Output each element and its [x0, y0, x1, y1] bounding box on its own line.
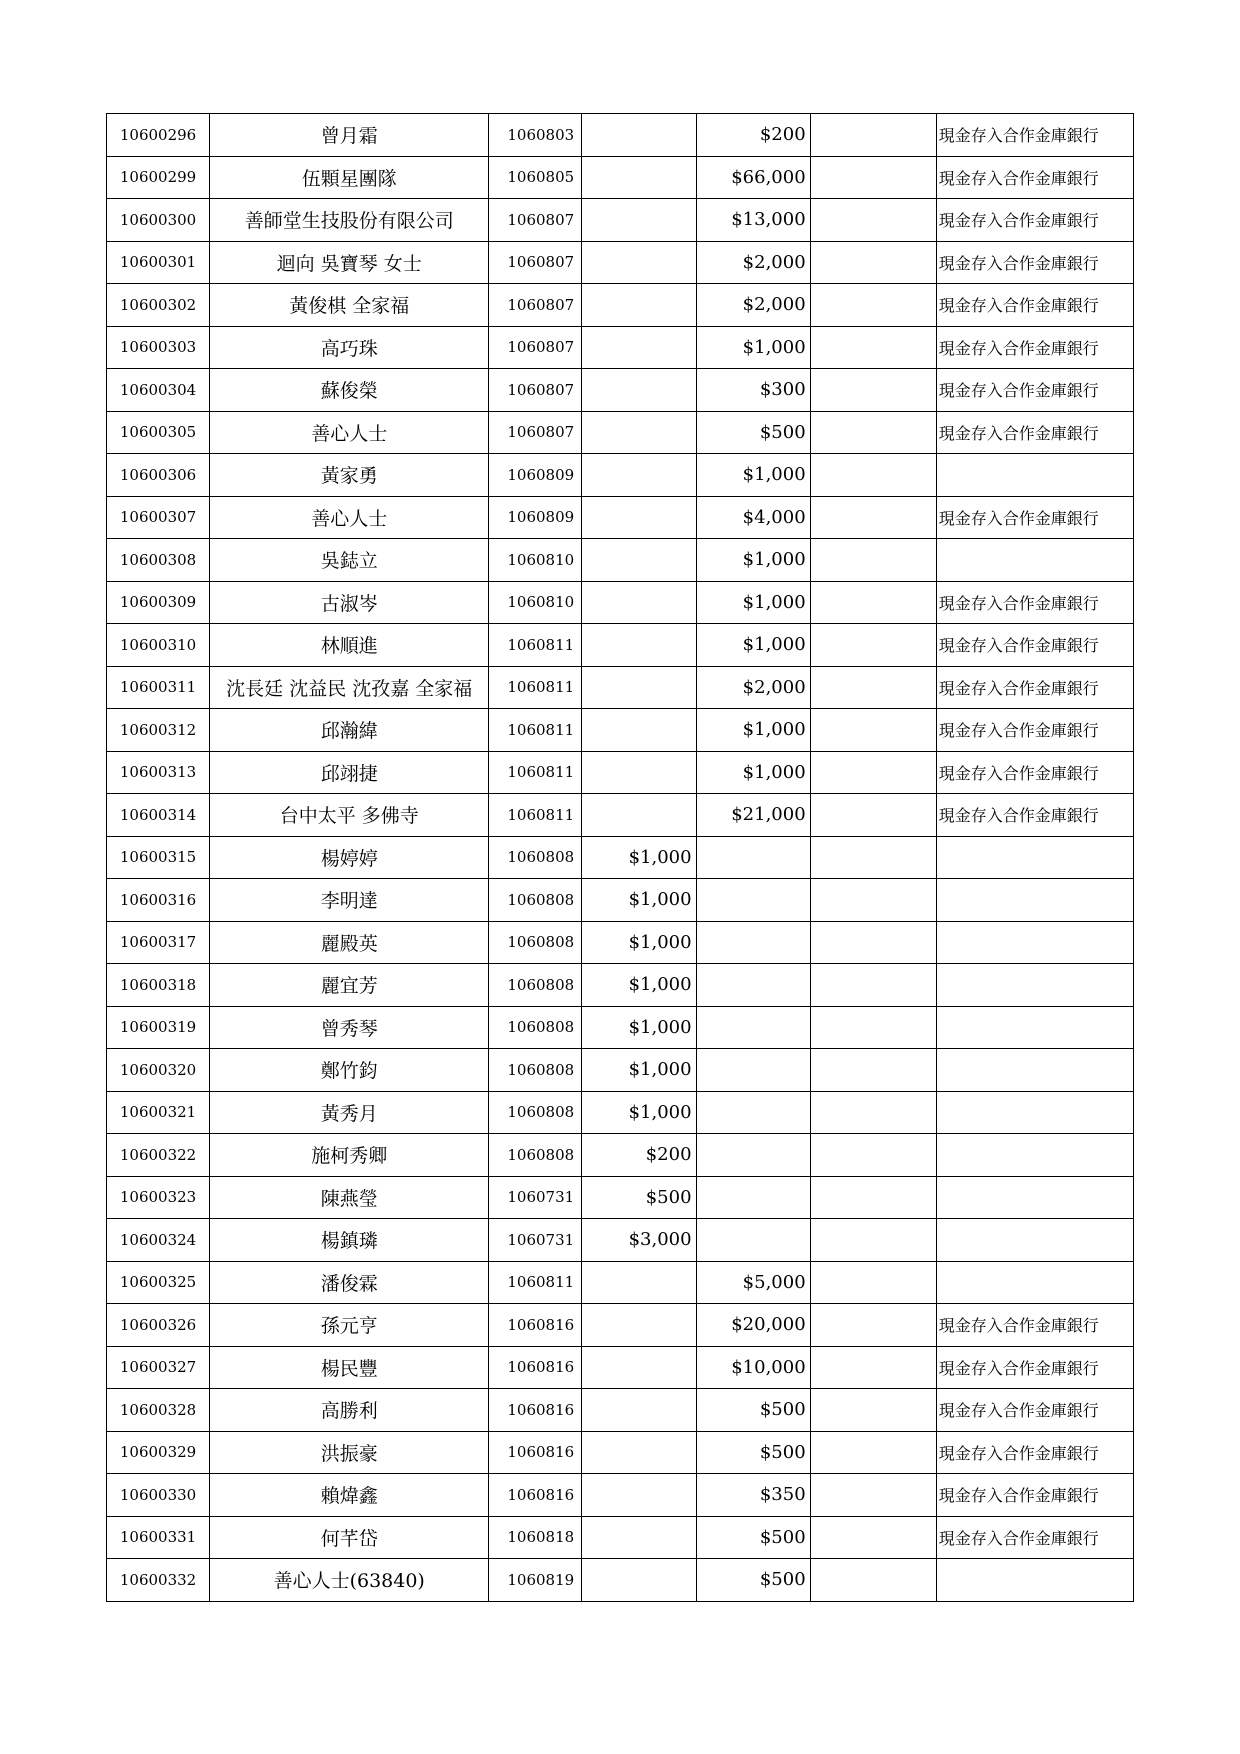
receipt-number-cell: 10600330: [107, 1474, 210, 1517]
note-cell: [936, 454, 1133, 497]
table-row: [107, 1474, 1134, 1517]
amount-column-2-cell: $500: [696, 1431, 810, 1474]
table-row: [107, 1006, 1134, 1049]
receipt-number-cell: 10600332: [107, 1559, 210, 1602]
table-row: [107, 1219, 1134, 1262]
note-cell: 現金存入合作金庫銀行: [936, 1389, 1133, 1432]
date-cell: 1060731: [489, 1176, 582, 1219]
amount-column-1-cell: [582, 496, 696, 539]
blank-cell: [810, 964, 936, 1007]
amount-column-2-cell: [696, 1219, 810, 1262]
amount-column-1-cell: [582, 751, 696, 794]
date-cell: 1060808: [489, 964, 582, 1007]
note-cell: [936, 1176, 1133, 1219]
donor-name-cell: 善心人士: [210, 496, 489, 539]
table-row: [107, 326, 1134, 369]
amount-column-1-cell: [582, 1474, 696, 1517]
receipt-number-cell: 10600311: [107, 666, 210, 709]
amount-column-2-cell: $1,000: [696, 326, 810, 369]
blank-cell: [810, 1431, 936, 1474]
amount-column-2-cell: $500: [696, 411, 810, 454]
amount-column-2-cell: [696, 1091, 810, 1134]
note-cell: 現金存入合作金庫銀行: [936, 794, 1133, 837]
note-cell: 現金存入合作金庫銀行: [936, 709, 1133, 752]
date-cell: 1060816: [489, 1304, 582, 1347]
date-cell: 1060819: [489, 1559, 582, 1602]
amount-column-1-cell: $1,000: [582, 964, 696, 1007]
amount-column-2-cell: $1,000: [696, 751, 810, 794]
amount-column-2-cell: $5,000: [696, 1261, 810, 1304]
note-cell: 現金存入合作金庫銀行: [936, 624, 1133, 667]
amount-column-1-cell: [582, 666, 696, 709]
donor-name-cell: 楊鎮璘: [210, 1219, 489, 1262]
donor-name-cell: 施柯秀卿: [210, 1134, 489, 1177]
blank-cell: [810, 836, 936, 879]
ledger-body: [107, 114, 1134, 1602]
amount-column-1-cell: [582, 199, 696, 242]
amount-column-2-cell: [696, 879, 810, 922]
amount-column-1-cell: $1,000: [582, 1091, 696, 1134]
amount-column-2-cell: $1,000: [696, 581, 810, 624]
date-cell: 1060808: [489, 1134, 582, 1177]
receipt-number-cell: 10600331: [107, 1516, 210, 1559]
donor-name-cell: 陳燕瑩: [210, 1176, 489, 1219]
amount-column-2-cell: $200: [696, 114, 810, 157]
donor-name-cell: 曾秀琴: [210, 1006, 489, 1049]
table-row: [107, 1516, 1134, 1559]
donor-name-cell: 邱瀚緯: [210, 709, 489, 752]
amount-column-1-cell: [582, 454, 696, 497]
donor-name-cell: 伍顆星團隊: [210, 156, 489, 199]
date-cell: 1060808: [489, 921, 582, 964]
blank-cell: [810, 114, 936, 157]
amount-column-1-cell: [582, 794, 696, 837]
amount-column-1-cell: [582, 1261, 696, 1304]
receipt-number-cell: 10600300: [107, 199, 210, 242]
date-cell: 1060808: [489, 1049, 582, 1092]
date-cell: 1060808: [489, 1006, 582, 1049]
blank-cell: [810, 496, 936, 539]
amount-column-1-cell: [582, 326, 696, 369]
date-cell: 1060805: [489, 156, 582, 199]
amount-column-2-cell: $10,000: [696, 1346, 810, 1389]
amount-column-2-cell: [696, 1006, 810, 1049]
table-row: [107, 454, 1134, 497]
donor-name-cell: 林順進: [210, 624, 489, 667]
table-row: [107, 1304, 1134, 1347]
receipt-number-cell: 10600307: [107, 496, 210, 539]
note-cell: [936, 1261, 1133, 1304]
amount-column-1-cell: [582, 114, 696, 157]
table-row: [107, 1389, 1134, 1432]
table-row: [107, 1559, 1134, 1602]
receipt-number-cell: 10600305: [107, 411, 210, 454]
note-cell: 現金存入合作金庫銀行: [936, 1516, 1133, 1559]
blank-cell: [810, 1176, 936, 1219]
amount-column-1-cell: [582, 1431, 696, 1474]
note-cell: 現金存入合作金庫銀行: [936, 284, 1133, 327]
date-cell: 1060818: [489, 1516, 582, 1559]
receipt-number-cell: 10600327: [107, 1346, 210, 1389]
donor-name-cell: 迴向 吳寶琴 女士: [210, 241, 489, 284]
donor-name-cell: 洪振豪: [210, 1431, 489, 1474]
amount-column-2-cell: [696, 1134, 810, 1177]
date-cell: 1060803: [489, 114, 582, 157]
blank-cell: [810, 1219, 936, 1262]
donor-name-cell: 鄭竹鈞: [210, 1049, 489, 1092]
note-cell: 現金存入合作金庫銀行: [936, 751, 1133, 794]
blank-cell: [810, 1474, 936, 1517]
donor-name-cell: 曾月霜: [210, 114, 489, 157]
date-cell: 1060807: [489, 411, 582, 454]
amount-column-2-cell: $500: [696, 1559, 810, 1602]
blank-cell: [810, 411, 936, 454]
note-cell: 現金存入合作金庫銀行: [936, 156, 1133, 199]
donor-name-cell: 高巧珠: [210, 326, 489, 369]
receipt-number-cell: 10600304: [107, 369, 210, 412]
blank-cell: [810, 1006, 936, 1049]
table-row: [107, 836, 1134, 879]
table-row: [107, 411, 1134, 454]
date-cell: 1060811: [489, 1261, 582, 1304]
receipt-number-cell: 10600317: [107, 921, 210, 964]
date-cell: 1060816: [489, 1389, 582, 1432]
receipt-number-cell: 10600321: [107, 1091, 210, 1134]
note-cell: 現金存入合作金庫銀行: [936, 411, 1133, 454]
amount-column-2-cell: $1,000: [696, 454, 810, 497]
blank-cell: [810, 1049, 936, 1092]
receipt-number-cell: 10600299: [107, 156, 210, 199]
date-cell: 1060807: [489, 326, 582, 369]
receipt-number-cell: 10600309: [107, 581, 210, 624]
receipt-number-cell: 10600316: [107, 879, 210, 922]
blank-cell: [810, 454, 936, 497]
receipt-number-cell: 10600319: [107, 1006, 210, 1049]
amount-column-2-cell: $1,000: [696, 539, 810, 582]
receipt-number-cell: 10600324: [107, 1219, 210, 1262]
receipt-number-cell: 10600320: [107, 1049, 210, 1092]
amount-column-1-cell: [582, 284, 696, 327]
amount-column-2-cell: $500: [696, 1516, 810, 1559]
table-row: [107, 1261, 1134, 1304]
amount-column-1-cell: [582, 624, 696, 667]
amount-column-1-cell: $500: [582, 1176, 696, 1219]
date-cell: 1060816: [489, 1346, 582, 1389]
donor-name-cell: 賴煒鑫: [210, 1474, 489, 1517]
table-row: [107, 921, 1134, 964]
receipt-number-cell: 10600322: [107, 1134, 210, 1177]
blank-cell: [810, 369, 936, 412]
table-row: [107, 666, 1134, 709]
amount-column-2-cell: [696, 836, 810, 879]
note-cell: [936, 1134, 1133, 1177]
donor-name-cell: 楊民豐: [210, 1346, 489, 1389]
note-cell: [936, 964, 1133, 1007]
table-row: [107, 709, 1134, 752]
amount-column-2-cell: $66,000: [696, 156, 810, 199]
amount-column-1-cell: $1,000: [582, 921, 696, 964]
donor-name-cell: 吳鋕立: [210, 539, 489, 582]
receipt-number-cell: 10600325: [107, 1261, 210, 1304]
receipt-number-cell: 10600312: [107, 709, 210, 752]
table-row: [107, 369, 1134, 412]
donor-name-cell: 台中太平 多佛寺: [210, 794, 489, 837]
amount-column-1-cell: [582, 241, 696, 284]
donor-name-cell: 高勝利: [210, 1389, 489, 1432]
date-cell: 1060810: [489, 581, 582, 624]
blank-cell: [810, 751, 936, 794]
date-cell: 1060810: [489, 539, 582, 582]
blank-cell: [810, 921, 936, 964]
amount-column-2-cell: $500: [696, 1389, 810, 1432]
receipt-number-cell: 10600315: [107, 836, 210, 879]
receipt-number-cell: 10600308: [107, 539, 210, 582]
table-row: [107, 1049, 1134, 1092]
date-cell: 1060809: [489, 454, 582, 497]
note-cell: 現金存入合作金庫銀行: [936, 581, 1133, 624]
blank-cell: [810, 1346, 936, 1389]
amount-column-2-cell: [696, 1176, 810, 1219]
note-cell: [936, 539, 1133, 582]
blank-cell: [810, 666, 936, 709]
amount-column-1-cell: [582, 156, 696, 199]
amount-column-2-cell: [696, 921, 810, 964]
blank-cell: [810, 709, 936, 752]
table-row: [107, 1176, 1134, 1219]
blank-cell: [810, 199, 936, 242]
donor-name-cell: 古淑岑: [210, 581, 489, 624]
amount-column-1-cell: $1,000: [582, 836, 696, 879]
blank-cell: [810, 284, 936, 327]
donor-name-cell: 麗殿英: [210, 921, 489, 964]
note-cell: [936, 1559, 1133, 1602]
blank-cell: [810, 1261, 936, 1304]
date-cell: 1060807: [489, 284, 582, 327]
amount-column-1-cell: $200: [582, 1134, 696, 1177]
receipt-number-cell: 10600326: [107, 1304, 210, 1347]
note-cell: [936, 1219, 1133, 1262]
amount-column-2-cell: $4,000: [696, 496, 810, 539]
note-cell: 現金存入合作金庫銀行: [936, 1474, 1133, 1517]
receipt-number-cell: 10600310: [107, 624, 210, 667]
amount-column-2-cell: $2,000: [696, 241, 810, 284]
amount-column-1-cell: [582, 709, 696, 752]
table-row: [107, 199, 1134, 242]
amount-column-1-cell: [582, 369, 696, 412]
blank-cell: [810, 1559, 936, 1602]
table-row: [107, 879, 1134, 922]
date-cell: 1060811: [489, 624, 582, 667]
date-cell: 1060808: [489, 836, 582, 879]
amount-column-1-cell: [582, 1389, 696, 1432]
amount-column-2-cell: $21,000: [696, 794, 810, 837]
amount-column-1-cell: [582, 411, 696, 454]
date-cell: 1060816: [489, 1431, 582, 1474]
amount-column-1-cell: [582, 539, 696, 582]
note-cell: 現金存入合作金庫銀行: [936, 1346, 1133, 1389]
blank-cell: [810, 624, 936, 667]
table-row: [107, 751, 1134, 794]
date-cell: 1060807: [489, 369, 582, 412]
table-row: [107, 581, 1134, 624]
date-cell: 1060811: [489, 794, 582, 837]
amount-column-2-cell: $300: [696, 369, 810, 412]
blank-cell: [810, 1516, 936, 1559]
date-cell: 1060809: [489, 496, 582, 539]
table-row: [107, 114, 1134, 157]
amount-column-1-cell: $1,000: [582, 1006, 696, 1049]
amount-column-1-cell: [582, 1346, 696, 1389]
donor-name-cell: 黃秀月: [210, 1091, 489, 1134]
table-row: [107, 539, 1134, 582]
note-cell: 現金存入合作金庫銀行: [936, 666, 1133, 709]
date-cell: 1060816: [489, 1474, 582, 1517]
blank-cell: [810, 794, 936, 837]
donor-name-cell: 黃俊棋 全家福: [210, 284, 489, 327]
table-row: [107, 1134, 1134, 1177]
donation-ledger-table: [106, 113, 1134, 1602]
table-row: [107, 284, 1134, 327]
amount-column-1-cell: [582, 1559, 696, 1602]
date-cell: 1060808: [489, 879, 582, 922]
amount-column-1-cell: [582, 581, 696, 624]
blank-cell: [810, 879, 936, 922]
receipt-number-cell: 10600323: [107, 1176, 210, 1219]
note-cell: 現金存入合作金庫銀行: [936, 1431, 1133, 1474]
donor-name-cell: 善心人士(63840): [210, 1559, 489, 1602]
note-cell: 現金存入合作金庫銀行: [936, 326, 1133, 369]
receipt-number-cell: 10600296: [107, 114, 210, 157]
note-cell: [936, 1049, 1133, 1092]
receipt-number-cell: 10600329: [107, 1431, 210, 1474]
blank-cell: [810, 156, 936, 199]
blank-cell: [810, 581, 936, 624]
table-row: [107, 1346, 1134, 1389]
donor-name-cell: 蘇俊榮: [210, 369, 489, 412]
table-row: [107, 1091, 1134, 1134]
date-cell: 1060811: [489, 666, 582, 709]
amount-column-1-cell: [582, 1304, 696, 1347]
receipt-number-cell: 10600302: [107, 284, 210, 327]
donor-name-cell: 潘俊霖: [210, 1261, 489, 1304]
note-cell: 現金存入合作金庫銀行: [936, 1304, 1133, 1347]
receipt-number-cell: 10600328: [107, 1389, 210, 1432]
donor-name-cell: 李明達: [210, 879, 489, 922]
donor-name-cell: 何芊岱: [210, 1516, 489, 1559]
receipt-number-cell: 10600318: [107, 964, 210, 1007]
blank-cell: [810, 1134, 936, 1177]
blank-cell: [810, 1389, 936, 1432]
amount-column-2-cell: $1,000: [696, 709, 810, 752]
donor-name-cell: 善心人士: [210, 411, 489, 454]
amount-column-2-cell: [696, 1049, 810, 1092]
date-cell: 1060811: [489, 751, 582, 794]
table-row: [107, 794, 1134, 837]
table-row: [107, 1431, 1134, 1474]
amount-column-2-cell: $1,000: [696, 624, 810, 667]
amount-column-2-cell: $350: [696, 1474, 810, 1517]
date-cell: 1060811: [489, 709, 582, 752]
donor-name-cell: 楊婷婷: [210, 836, 489, 879]
amount-column-2-cell: [696, 964, 810, 1007]
receipt-number-cell: 10600303: [107, 326, 210, 369]
amount-column-1-cell: [582, 1516, 696, 1559]
receipt-number-cell: 10600306: [107, 454, 210, 497]
amount-column-2-cell: $2,000: [696, 666, 810, 709]
donor-name-cell: 邱翊捷: [210, 751, 489, 794]
note-cell: [936, 921, 1133, 964]
amount-column-1-cell: $1,000: [582, 1049, 696, 1092]
amount-column-2-cell: $2,000: [696, 284, 810, 327]
amount-column-1-cell: $3,000: [582, 1219, 696, 1262]
donor-name-cell: 善師堂生技股份有限公司: [210, 199, 489, 242]
note-cell: [936, 1091, 1133, 1134]
note-cell: [936, 879, 1133, 922]
receipt-number-cell: 10600313: [107, 751, 210, 794]
amount-column-2-cell: $13,000: [696, 199, 810, 242]
table-row: [107, 496, 1134, 539]
table-row: [107, 624, 1134, 667]
note-cell: 現金存入合作金庫銀行: [936, 241, 1133, 284]
donor-name-cell: 沈長廷 沈益民 沈孜嘉 全家福: [210, 666, 489, 709]
blank-cell: [810, 1091, 936, 1134]
table-row: [107, 241, 1134, 284]
donor-name-cell: 孫元亨: [210, 1304, 489, 1347]
amount-column-1-cell: $1,000: [582, 879, 696, 922]
note-cell: [936, 1006, 1133, 1049]
note-cell: 現金存入合作金庫銀行: [936, 496, 1133, 539]
blank-cell: [810, 241, 936, 284]
note-cell: 現金存入合作金庫銀行: [936, 114, 1133, 157]
blank-cell: [810, 539, 936, 582]
amount-column-2-cell: $20,000: [696, 1304, 810, 1347]
note-cell: 現金存入合作金庫銀行: [936, 369, 1133, 412]
receipt-number-cell: 10600314: [107, 794, 210, 837]
table-row: [107, 156, 1134, 199]
date-cell: 1060808: [489, 1091, 582, 1134]
table-row: [107, 964, 1134, 1007]
date-cell: 1060807: [489, 241, 582, 284]
receipt-number-cell: 10600301: [107, 241, 210, 284]
donor-name-cell: 黃家勇: [210, 454, 489, 497]
donor-name-cell: 麗宜芳: [210, 964, 489, 1007]
note-cell: [936, 836, 1133, 879]
date-cell: 1060807: [489, 199, 582, 242]
blank-cell: [810, 326, 936, 369]
date-cell: 1060731: [489, 1219, 582, 1262]
note-cell: 現金存入合作金庫銀行: [936, 199, 1133, 242]
blank-cell: [810, 1304, 936, 1347]
